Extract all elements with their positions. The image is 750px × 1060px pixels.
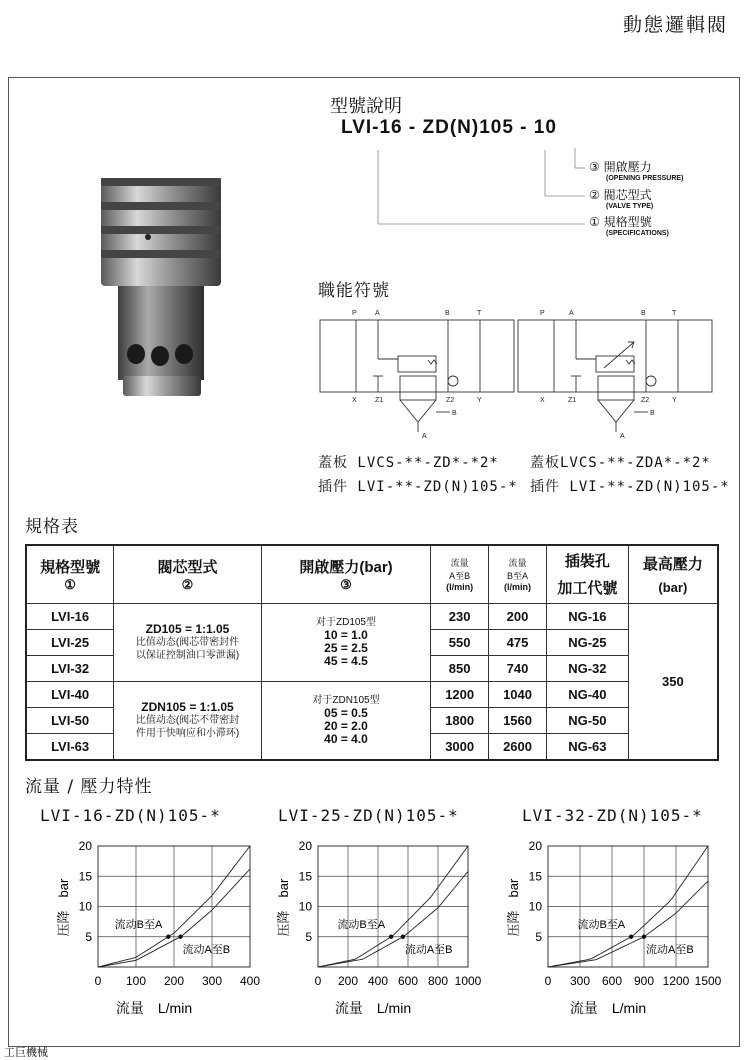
header-num: ① xyxy=(64,576,76,592)
header-label: 流量 xyxy=(508,558,527,569)
y-tick-label: 5 xyxy=(535,929,542,944)
model-heading: 型號說明 xyxy=(330,96,402,117)
table-row xyxy=(26,681,718,707)
pressure-zd-line: 10 = 1.0 xyxy=(324,628,368,642)
cell-hole: NG-25 xyxy=(546,629,628,655)
cell-flow-ba: 2600 xyxy=(489,733,547,760)
header-label: 最高壓力 xyxy=(642,556,703,574)
cell-model: LVI-16 xyxy=(26,603,114,629)
cell-hole: NG-50 xyxy=(546,707,628,733)
port-label: Z1 xyxy=(375,397,384,404)
cell-valve-zd xyxy=(114,603,262,681)
cell-flow-ba: 475 xyxy=(489,629,547,655)
header-flow-ba xyxy=(489,545,547,603)
series-label: 流动A至B xyxy=(646,943,694,956)
callout-num: ③ xyxy=(589,160,600,174)
port-label: B xyxy=(452,410,457,417)
y-tick-label: 15 xyxy=(298,869,312,884)
y-tick-label: 15 xyxy=(528,869,542,884)
series-marker xyxy=(389,935,393,939)
x-tick-label: 600 xyxy=(601,974,623,988)
port-label: B xyxy=(445,310,450,317)
cell-pressure-zd xyxy=(261,603,430,681)
y-tick-label: 20 xyxy=(528,839,542,853)
cover-code-left: 蓋板 LVCS-**-ZD*-*2* xyxy=(318,455,499,471)
x-tick-label: 400 xyxy=(367,974,389,988)
header-unit: (l/min) xyxy=(504,582,532,593)
port-label: B xyxy=(641,310,646,317)
cell-hole: NG-32 xyxy=(546,655,628,681)
port-label: Z2 xyxy=(641,397,650,404)
series-label: 流动B至A xyxy=(114,918,163,931)
cell-model: LVI-50 xyxy=(26,707,114,733)
chart-lvi-25 xyxy=(258,832,482,1017)
callout-label: 開啟壓力 xyxy=(603,160,652,174)
x-tick-label: 100 xyxy=(125,974,147,988)
cell-flow-ab: 1200 xyxy=(431,681,489,707)
x-tick-label: 300 xyxy=(201,974,223,988)
x-tick-label: 0 xyxy=(314,974,322,988)
chart-lvi-32 xyxy=(488,832,722,1017)
header-label: B至A xyxy=(507,571,529,582)
callout-lines xyxy=(370,140,600,240)
x-tick-label: 1200 xyxy=(662,974,690,988)
x-tick-label: 200 xyxy=(337,974,359,988)
series-label: 流动B至A xyxy=(337,918,386,931)
callout-num: ② xyxy=(589,188,600,202)
x-tick-label: 800 xyxy=(427,974,449,988)
header-label: 加工代號 xyxy=(557,580,618,598)
insert-code-left: 插件 LVI-**-ZD(N)105-* xyxy=(318,479,518,495)
callout-opening-pressure xyxy=(589,161,683,185)
x-axis-label: 流量 L/min xyxy=(569,1000,647,1016)
header-unit: (bar) xyxy=(658,580,688,596)
x-tick-label: 300 xyxy=(569,974,591,988)
chart-lvi-16 xyxy=(38,832,260,1017)
header-flow-ab xyxy=(431,545,489,603)
valve-zd-desc: 比值动态(阀芯带密封件 xyxy=(135,636,240,648)
y-tick-label: 20 xyxy=(78,839,92,853)
valve-zdn-title: ZDN105 = 1:1.05 xyxy=(141,699,234,714)
series-marker xyxy=(629,935,633,939)
port-label: Y xyxy=(672,397,677,404)
pressure-zd-line: 45 = 4.5 xyxy=(324,654,368,668)
x-tick-label: 400 xyxy=(239,974,261,988)
y-tick-label: 5 xyxy=(85,929,92,944)
header-label: 規格型號 xyxy=(40,558,101,576)
charts-heading: 流量 / 壓力特性 xyxy=(25,777,153,797)
cell-flow-ab: 550 xyxy=(431,629,489,655)
callout-label: 規格型號 xyxy=(603,215,652,229)
cell-flow-ba: 1040 xyxy=(489,681,547,707)
spec-table-heading: 規格表 xyxy=(25,517,79,537)
cell-flow-ba: 200 xyxy=(489,603,547,629)
header-num: ③ xyxy=(340,576,352,592)
series-label: 流动B至A xyxy=(577,918,626,931)
series-marker xyxy=(642,935,646,939)
x-tick-label: 0 xyxy=(544,974,552,988)
header-label: A至B xyxy=(449,571,471,582)
port-label: A xyxy=(422,433,427,440)
chart-title-25: LVI-25-ZD(N)105-* xyxy=(278,806,459,825)
port-label: T xyxy=(672,310,677,317)
x-axis-label: 流量 L/min xyxy=(115,1000,193,1016)
hydraulic-symbol-right xyxy=(516,304,716,446)
port-label: A xyxy=(375,310,380,317)
cell-model: LVI-40 xyxy=(26,681,114,707)
header-model xyxy=(26,545,114,603)
header-num: ② xyxy=(181,576,194,592)
insert-code-right: 插件 LVI-**-ZD(N)105-* xyxy=(530,479,730,495)
y-axis-label: 压降 bar xyxy=(506,878,521,937)
valve-zdn-desc: 比值动态(阀芯不带密封 xyxy=(135,714,240,726)
cell-hole: NG-40 xyxy=(546,681,628,707)
header-max-pressure xyxy=(628,545,718,603)
valve-zd-desc: 以保证控制油口零泄漏) xyxy=(135,649,240,661)
port-label: P xyxy=(352,310,357,317)
cell-model: LVI-32 xyxy=(26,655,114,681)
pressure-zdn-line: 20 = 2.0 xyxy=(324,719,368,733)
callout-en: (VALVE TYPE) xyxy=(606,203,654,210)
header-pressure xyxy=(261,545,430,603)
y-tick-label: 10 xyxy=(528,899,542,914)
cell-model: LVI-63 xyxy=(26,733,114,760)
callout-valve-type xyxy=(589,189,653,213)
table-header-row xyxy=(26,545,718,603)
chart-title-32: LVI-32-ZD(N)105-* xyxy=(522,806,703,825)
pressure-zdn-line: 40 = 4.0 xyxy=(324,732,368,746)
port-label: P xyxy=(540,310,545,317)
port-label: X xyxy=(540,397,545,404)
port-label: A xyxy=(620,433,625,440)
x-tick-label: 600 xyxy=(397,974,419,988)
cell-flow-ab: 1800 xyxy=(431,707,489,733)
port-label: Z1 xyxy=(568,397,577,404)
callout-label: 閥芯型式 xyxy=(603,188,652,202)
cell-flow-ba: 740 xyxy=(489,655,547,681)
valve-zd-title: ZD105 = 1:1.05 xyxy=(145,621,230,636)
pressure-zdn-title: 对于ZDN105型 xyxy=(312,695,380,706)
callout-en: (SPECIFICATIONS) xyxy=(606,230,669,237)
series-label: 流动A至B xyxy=(404,943,453,956)
header-label: 插裝孔 xyxy=(564,553,610,571)
y-tick-label: 15 xyxy=(78,869,92,884)
cell-flow-ab: 850 xyxy=(431,655,489,681)
valve-zdn-desc: 件用于快响应和小滞环) xyxy=(135,727,240,739)
footer-text: 工巨機械 xyxy=(4,1046,48,1059)
cell-flow-ba: 1560 xyxy=(489,707,547,733)
y-axis-label: 压降 bar xyxy=(56,878,71,937)
header-unit: (l/min) xyxy=(446,582,474,593)
series-marker xyxy=(401,935,405,939)
cell-valve-zdn xyxy=(114,681,262,760)
header-valve xyxy=(114,545,262,603)
table-row xyxy=(26,603,718,629)
y-tick-label: 10 xyxy=(78,899,92,914)
port-label: T xyxy=(477,310,482,317)
callout-num: ① xyxy=(589,215,600,229)
header-label: 開啟壓力(bar) xyxy=(299,558,393,576)
port-label: Y xyxy=(477,397,482,404)
cell-flow-ab: 3000 xyxy=(431,733,489,760)
y-tick-label: 10 xyxy=(298,899,312,914)
x-axis-label: 流量 L/min xyxy=(334,1000,412,1016)
port-label: B xyxy=(650,410,655,417)
page-header-title: 動態邏輯閥 xyxy=(622,14,728,36)
x-tick-label: 1500 xyxy=(694,974,722,988)
header-hole xyxy=(546,545,628,603)
x-tick-label: 0 xyxy=(94,974,102,988)
cell-hole: NG-63 xyxy=(546,733,628,760)
series-marker xyxy=(166,935,170,939)
cell-flow-ab: 230 xyxy=(431,603,489,629)
model-code: LVI-16 - ZD(N)105 - 10 xyxy=(341,117,557,138)
y-tick-label: 20 xyxy=(298,839,312,853)
cell-pressure-zdn xyxy=(261,681,430,760)
header-label: 流量 xyxy=(450,558,469,569)
port-label: X xyxy=(352,397,357,404)
pressure-zd-title: 对于ZD105型 xyxy=(315,617,376,628)
hydraulic-symbol-left xyxy=(318,304,518,446)
series-label: 流动A至B xyxy=(182,943,231,956)
pressure-zd-line: 25 = 2.5 xyxy=(324,641,368,655)
cell-model: LVI-25 xyxy=(26,629,114,655)
x-tick-label: 200 xyxy=(163,974,185,988)
port-label: Z2 xyxy=(446,397,455,404)
cover-code-right: 蓋板LVCS-**-ZDA*-*2* xyxy=(530,455,711,471)
y-tick-label: 5 xyxy=(305,929,312,944)
y-axis-label: 压降 bar xyxy=(276,878,291,937)
pressure-zdn-line: 05 = 0.5 xyxy=(324,706,368,720)
callout-en: (OPENING PRESSURE) xyxy=(606,175,684,182)
port-label: A xyxy=(569,310,574,317)
cell-hole: NG-16 xyxy=(546,603,628,629)
x-tick-label: 900 xyxy=(633,974,655,988)
spec-table xyxy=(25,544,719,761)
callout-specifications xyxy=(589,216,669,240)
x-tick-label: 1000 xyxy=(454,974,482,988)
series-marker xyxy=(178,935,182,939)
symbols-heading: 職能符號 xyxy=(318,281,390,301)
cell-max-pressure: 350 xyxy=(628,603,718,760)
valve-cartridge-image xyxy=(98,172,228,402)
header-label: 閥芯型式 xyxy=(157,558,218,576)
chart-title-16: LVI-16-ZD(N)105-* xyxy=(40,806,221,825)
